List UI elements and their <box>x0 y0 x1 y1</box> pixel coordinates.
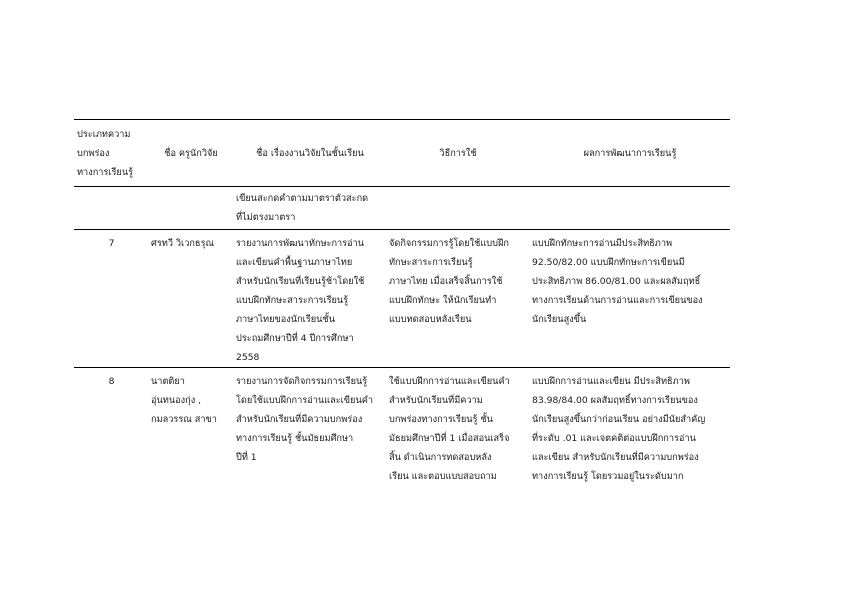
cell-line: ปีที่ 1 <box>236 452 257 463</box>
cell-line: 92.50/82.00 แบบฝึกทักษะการเขียนมี <box>532 257 685 268</box>
table-row <box>74 368 730 487</box>
header-method: วิธีการใช้ <box>439 147 477 159</box>
cell-line: รายงานการพัฒนาทักษะการอ่าน <box>236 238 365 249</box>
cell-line: สำหรับนักเรียนที่มีความบกพร่อง <box>236 414 363 425</box>
cell-empty <box>529 187 730 230</box>
cell-empty <box>74 187 148 230</box>
cell-line: 83.98/84.00 ผลสัมฤทธิ์ทางการเรียนของ <box>532 395 698 406</box>
table-row <box>74 230 730 368</box>
header-category <box>74 120 148 187</box>
research-table <box>74 119 730 486</box>
cell-method <box>386 230 529 368</box>
cell-line: สิ้น ดำเนินการทดสอบหลัง <box>389 452 492 463</box>
cell-line: สำหรับนักเรียนที่เรียนรู้ช้าโดยใช้ <box>236 276 365 287</box>
cell-line: ภาษาไทย เมื่อเสร็จสิ้นการใช้ <box>389 276 503 287</box>
cell-result <box>529 230 730 368</box>
cell-line: รายงานการจัดกิจกรรมการเรียนรู้ <box>236 376 368 387</box>
cell-empty <box>148 187 233 230</box>
cell-line: อุ่นทนองกุ่ง , <box>151 395 202 406</box>
cell-line: ทักษะสาระการเรียนรู้ <box>389 257 473 268</box>
cell-line: ที่ระดับ .01 และเจตคติต่อแบบฝึกการอ่าน <box>532 433 696 444</box>
header-result: ผลการพัฒนาการเรียนรู้ <box>583 147 677 159</box>
cell-line: กมลวรรณ สาขา <box>151 414 217 425</box>
header-category-line: ทางการเรียนรู้ <box>77 166 134 178</box>
cell-number: 8 <box>108 376 115 387</box>
cell-line: ทางการเรียนด้านการอ่านและการเขียนของ <box>532 295 703 306</box>
cell-line: ทางการเรียนรู้ ชั้นมัธยมศึกษา <box>236 433 354 444</box>
cell-line: เขียนสะกดคำตามมาตราตัวสะกด <box>236 193 369 204</box>
cell-line: แบบฝึกทักษะสาระการเรียนรู้ <box>236 295 349 306</box>
cell-line: แบบทดสอบหลังเรียน <box>389 314 472 325</box>
cell-line: เรียน และตอบแบบสอบถาม <box>389 471 497 482</box>
cell-title <box>233 187 386 230</box>
cell-line: ใช้แบบฝึกการอ่านและเขียนคำ <box>389 376 510 387</box>
cell-line: นักเรียนสูงขึ้นกว่าก่อนเรียน อย่างมีนัยสำคัญ <box>532 414 706 425</box>
cell-line: จัดกิจกรรมการรู้โดยใช้แบบฝึก <box>389 238 509 249</box>
cell-line: 2558 <box>236 352 260 363</box>
cell-line: บกพร่องทางการเรียนรู้ ชั้น <box>389 414 493 425</box>
cell-line: ประสิทธิภาพ 86.00/81.00 และผลสัมฤทธิ์ <box>532 276 701 287</box>
cell-line: ที่ไม่ตรงมาตรา <box>236 212 296 223</box>
table-header-row <box>74 120 730 187</box>
cell-line: สำหรับนักเรียนที่มีความ <box>389 395 483 406</box>
header-category-line: บกพร่อง <box>77 147 110 159</box>
header-title: ชื่อ เรื่องงานวิจัยในชั้นเรียน <box>256 147 364 159</box>
cell-line: นักเรียนสูงขึ้น <box>532 314 587 325</box>
cell-title <box>233 230 386 368</box>
cell-method <box>386 368 529 487</box>
header-researcher: ชื่อ ครูนักวิจัย <box>164 147 218 159</box>
cell-line: และเขียน สำหรับนักเรียนที่มีความบกพร่อง <box>532 452 699 463</box>
cell-researcher <box>148 230 233 368</box>
cell-line: แบบฝึกทักษะ ให้นักเรียนทำ <box>389 295 497 306</box>
header-category-line: ประเภทความ <box>77 128 131 140</box>
cell-line: ประถมศึกษาปีที่ 4 ปีการศึกษา <box>236 333 354 344</box>
cell-line: ภาษาไทยของนักเรียนชั้น <box>236 314 335 325</box>
cell-result <box>529 368 730 487</box>
cell-line: ศรทวี วิเวกธรุณ <box>151 238 214 249</box>
cell-line: มัธยมศึกษาปีที่ 1 เมื่อสอนเสร็จ <box>389 433 510 444</box>
cell-line: และเขียนคำพื้นฐานภาษาไทย <box>236 257 353 268</box>
cell-line: ทางการเรียนรู้ โดยรวมอยู่ในระดับมาก <box>532 471 684 482</box>
cell-number: 7 <box>108 238 115 249</box>
cell-line: แบบฝึกการอ่านและเขียน มีประสิทธิภาพ <box>532 376 690 387</box>
cell-line: แบบฝึกทักษะการอ่านมีประสิทธิภาพ <box>532 238 673 249</box>
cell-line: นาตติยา <box>151 376 185 387</box>
cell-line: โดยใช้แบบฝึกการอ่านและเขียนคำ <box>236 395 374 406</box>
cell-empty <box>386 187 529 230</box>
table-row-continuation <box>74 187 730 230</box>
cell-title <box>233 368 386 487</box>
cell-researcher <box>148 368 233 487</box>
